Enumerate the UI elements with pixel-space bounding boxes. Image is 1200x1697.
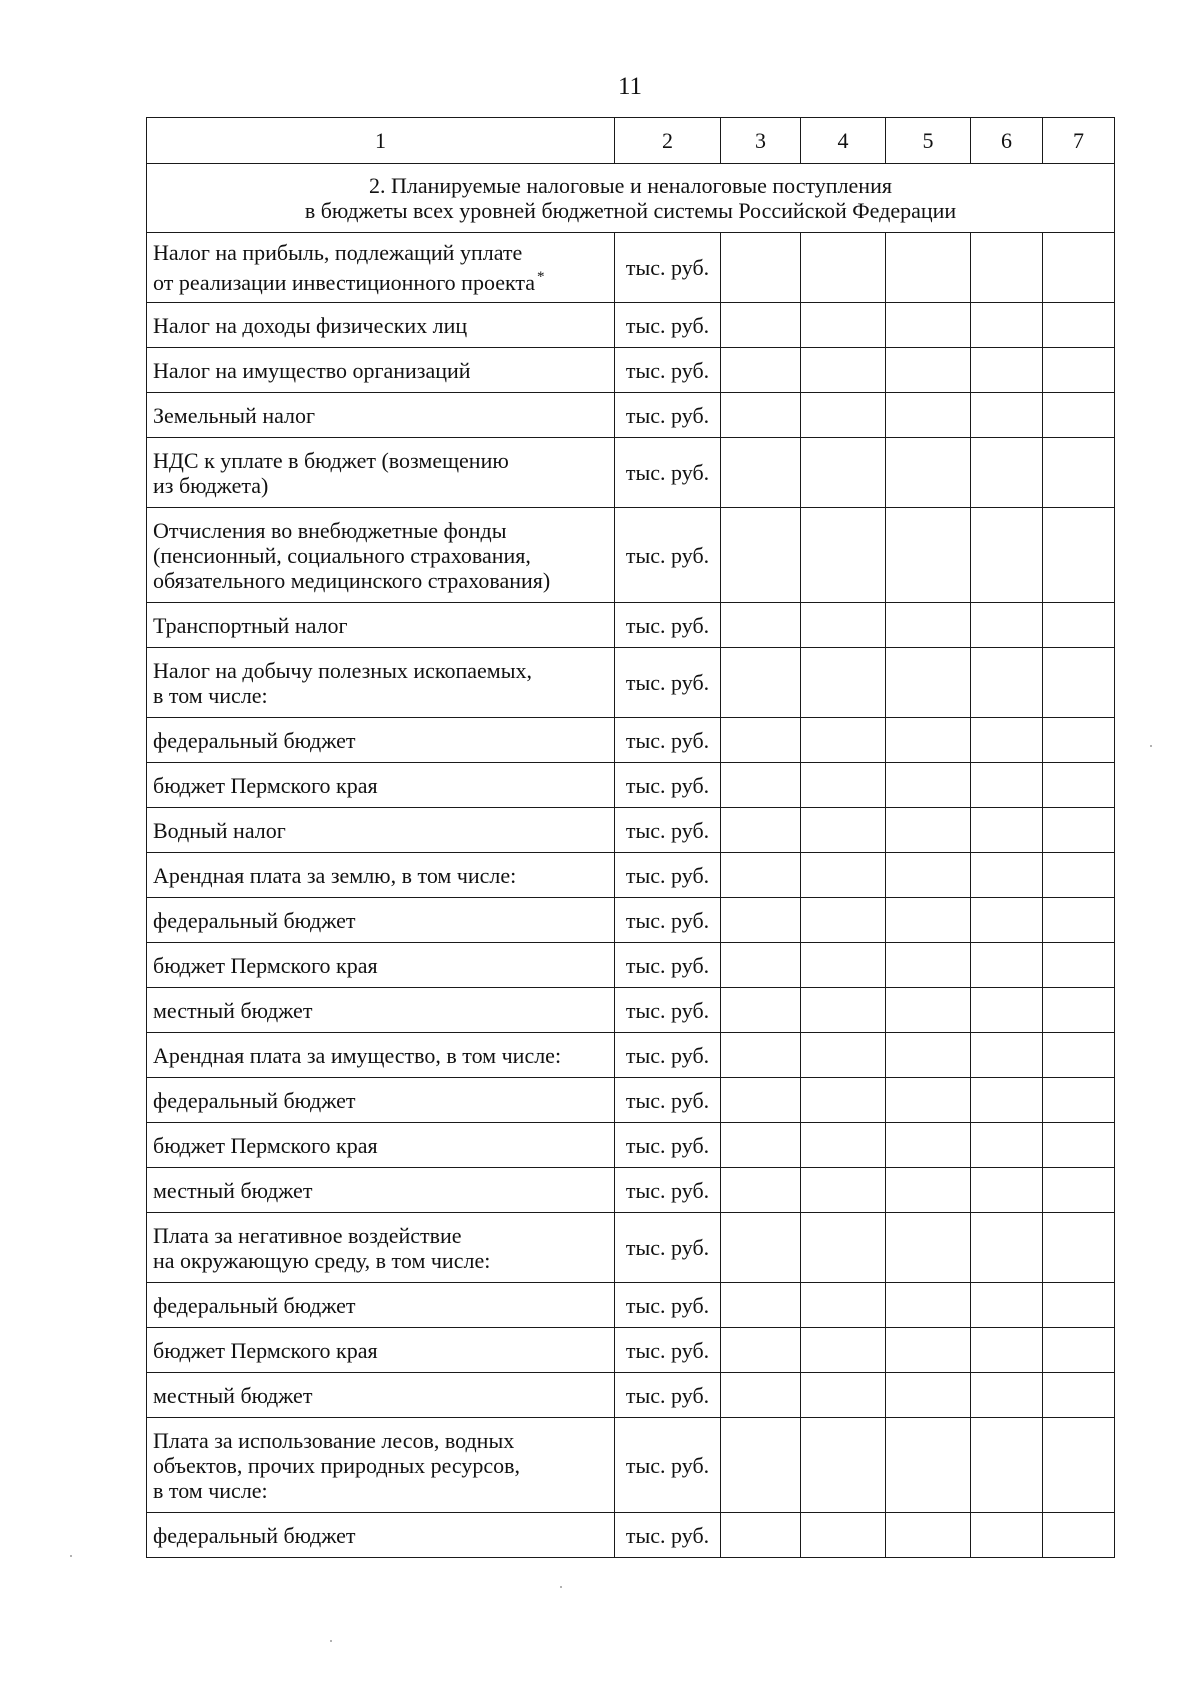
value-cell-col-6 — [971, 1033, 1043, 1078]
scan-speck — [560, 1586, 562, 1588]
table-row — [147, 1123, 1115, 1168]
unit-cell: тыс. руб. — [615, 508, 721, 603]
unit-cell: тыс. руб. — [615, 1513, 721, 1558]
value-cell-col-7 — [1043, 988, 1115, 1033]
unit-cell: тыс. руб. — [615, 1123, 721, 1168]
value-cell-col-4 — [801, 853, 886, 898]
value-cell-col-7 — [1043, 763, 1115, 808]
value-cell-col-5 — [886, 1123, 971, 1168]
column-header-3: 3 — [721, 118, 801, 164]
table-row — [147, 438, 1115, 508]
value-cell-col-3 — [721, 718, 801, 763]
value-cell-col-3 — [721, 1328, 801, 1373]
value-cell-col-3 — [721, 1373, 801, 1418]
table-row — [147, 898, 1115, 943]
unit-cell: тыс. руб. — [615, 233, 721, 303]
unit-cell: тыс. руб. — [615, 808, 721, 853]
value-cell-col-6 — [971, 603, 1043, 648]
row-label-cell — [147, 1123, 615, 1168]
column-number-header — [147, 118, 1115, 164]
row-label: НДС к уплате в бюджет (возмещению из бюджета) — [153, 447, 509, 498]
value-cell-col-3 — [721, 438, 801, 508]
unit-cell: тыс. руб. — [615, 763, 721, 808]
row-label: федеральный бюджет — [153, 1087, 356, 1113]
value-cell-col-5 — [886, 898, 971, 943]
column-header-6: 6 — [971, 118, 1043, 164]
table-row — [147, 648, 1115, 718]
value-cell-col-5 — [886, 1373, 971, 1418]
unit-cell: тыс. руб. — [615, 1168, 721, 1213]
value-cell-col-7 — [1043, 1373, 1115, 1418]
value-cell-col-3 — [721, 1078, 801, 1123]
column-header-7: 7 — [1043, 118, 1115, 164]
value-cell-col-5 — [886, 1033, 971, 1078]
row-label-cell — [147, 1283, 615, 1328]
value-cell-col-6 — [971, 1328, 1043, 1373]
row-label-cell — [147, 853, 615, 898]
value-cell-col-5 — [886, 648, 971, 718]
value-cell-col-6 — [971, 898, 1043, 943]
value-cell-col-7 — [1043, 898, 1115, 943]
value-cell-col-5 — [886, 393, 971, 438]
value-cell-col-7 — [1043, 1213, 1115, 1283]
value-cell-col-5 — [886, 853, 971, 898]
unit-cell: тыс. руб. — [615, 1033, 721, 1078]
row-label: Плата за использование лесов, водных объектов, прочих природных ресурсов, в том числе: — [153, 1427, 521, 1503]
table-row — [147, 1168, 1115, 1213]
row-label: Налог на прибыль, подлежащий уплате от реализации инвестиционного проекта — [153, 240, 536, 295]
unit-cell: тыс. руб. — [615, 648, 721, 718]
value-cell-col-3 — [721, 763, 801, 808]
value-cell-col-5 — [886, 348, 971, 393]
value-cell-col-5 — [886, 718, 971, 763]
value-cell-col-3 — [721, 603, 801, 648]
row-label-cell — [147, 438, 615, 508]
value-cell-col-7 — [1043, 1168, 1115, 1213]
value-cell-col-3 — [721, 1283, 801, 1328]
value-cell-col-5 — [886, 1168, 971, 1213]
unit-cell: тыс. руб. — [615, 603, 721, 648]
table-row — [147, 763, 1115, 808]
unit-cell: тыс. руб. — [615, 988, 721, 1033]
value-cell-col-3 — [721, 303, 801, 348]
value-cell-col-5 — [886, 303, 971, 348]
row-label-cell — [147, 508, 615, 603]
value-cell-col-5 — [886, 808, 971, 853]
unit-cell: тыс. руб. — [615, 393, 721, 438]
row-label-cell — [147, 233, 615, 303]
row-label: Транспортный налог — [153, 612, 348, 638]
value-cell-col-5 — [886, 763, 971, 808]
row-label: бюджет Пермского края — [153, 1337, 378, 1363]
value-cell-col-6 — [971, 718, 1043, 763]
value-cell-col-3 — [721, 943, 801, 988]
value-cell-col-6 — [971, 943, 1043, 988]
value-cell-col-7 — [1043, 718, 1115, 763]
value-cell-col-4 — [801, 1373, 886, 1418]
table-row — [147, 1213, 1115, 1283]
page-number: 11 — [617, 73, 643, 100]
table-row — [147, 603, 1115, 648]
value-cell-col-6 — [971, 1418, 1043, 1513]
unit-cell: тыс. руб. — [615, 303, 721, 348]
row-label-cell — [147, 303, 615, 348]
table-row — [147, 1513, 1115, 1558]
row-label-cell — [147, 1213, 615, 1283]
row-label-cell — [147, 1078, 615, 1123]
value-cell-col-3 — [721, 988, 801, 1033]
row-label: Налог на добычу полезных ископаемых, в том числе: — [153, 657, 532, 708]
value-cell-col-4 — [801, 303, 886, 348]
value-cell-col-5 — [886, 1078, 971, 1123]
row-label-cell — [147, 808, 615, 853]
value-cell-col-4 — [801, 648, 886, 718]
value-cell-col-7 — [1043, 508, 1115, 603]
unit-cell: тыс. руб. — [615, 718, 721, 763]
row-label: бюджет Пермского края — [153, 952, 378, 978]
row-label-cell — [147, 1513, 615, 1558]
value-cell-col-4 — [801, 1328, 886, 1373]
value-cell-col-7 — [1043, 303, 1115, 348]
value-cell-col-3 — [721, 348, 801, 393]
row-label: бюджет Пермского края — [153, 1132, 378, 1158]
value-cell-col-6 — [971, 1283, 1043, 1328]
row-label-cell — [147, 648, 615, 718]
unit-cell: тыс. руб. — [615, 898, 721, 943]
value-cell-col-7 — [1043, 1513, 1115, 1558]
table-row — [147, 393, 1115, 438]
value-cell-col-7 — [1043, 233, 1115, 303]
value-cell-col-6 — [971, 233, 1043, 303]
value-cell-col-4 — [801, 988, 886, 1033]
row-label: Плата за негативное воздействие на окружающую среду, в том числе: — [153, 1222, 491, 1273]
value-cell-col-4 — [801, 1033, 886, 1078]
value-cell-col-6 — [971, 508, 1043, 603]
row-label: федеральный бюджет — [153, 1522, 356, 1548]
value-cell-col-3 — [721, 1213, 801, 1283]
table-row — [147, 718, 1115, 763]
value-cell-col-5 — [886, 1213, 971, 1283]
value-cell-col-7 — [1043, 1078, 1115, 1123]
section-header-row — [147, 164, 1115, 233]
section-header-cell — [147, 164, 1115, 233]
value-cell-col-5 — [886, 1283, 971, 1328]
table-row — [147, 1373, 1115, 1418]
row-label-cell — [147, 763, 615, 808]
value-cell-col-6 — [971, 393, 1043, 438]
value-cell-col-5 — [886, 943, 971, 988]
table-row — [147, 808, 1115, 853]
column-header-2: 2 — [615, 118, 721, 164]
row-label: федеральный бюджет — [153, 1292, 356, 1318]
value-cell-col-4 — [801, 348, 886, 393]
unit-cell: тыс. руб. — [615, 438, 721, 508]
value-cell-col-6 — [971, 988, 1043, 1033]
value-cell-col-4 — [801, 508, 886, 603]
value-cell-col-4 — [801, 603, 886, 648]
value-cell-col-3 — [721, 1033, 801, 1078]
scan-speck — [70, 1555, 72, 1557]
column-header-4: 4 — [801, 118, 886, 164]
table-row — [147, 988, 1115, 1033]
value-cell-col-3 — [721, 1123, 801, 1168]
row-label: местный бюджет — [153, 997, 313, 1023]
value-cell-col-6 — [971, 648, 1043, 718]
unit-cell: тыс. руб. — [615, 1328, 721, 1373]
table-row — [147, 233, 1115, 303]
value-cell-col-4 — [801, 943, 886, 988]
row-label-cell — [147, 1418, 615, 1513]
row-label-cell — [147, 1033, 615, 1078]
table-row — [147, 1418, 1115, 1513]
table-row — [147, 348, 1115, 393]
value-cell-col-7 — [1043, 853, 1115, 898]
unit-cell: тыс. руб. — [615, 1078, 721, 1123]
value-cell-col-6 — [971, 763, 1043, 808]
row-label-cell — [147, 603, 615, 648]
value-cell-col-7 — [1043, 943, 1115, 988]
value-cell-col-7 — [1043, 1328, 1115, 1373]
row-label: Земельный налог — [153, 402, 316, 428]
value-cell-col-4 — [801, 1123, 886, 1168]
row-label-cell — [147, 1373, 615, 1418]
row-label: бюджет Пермского края — [153, 772, 378, 798]
value-cell-col-3 — [721, 393, 801, 438]
table-row — [147, 1328, 1115, 1373]
revenue-table — [146, 117, 1115, 1558]
value-cell-col-7 — [1043, 393, 1115, 438]
value-cell-col-3 — [721, 808, 801, 853]
value-cell-col-4 — [801, 1283, 886, 1328]
row-label: местный бюджет — [153, 1177, 313, 1203]
value-cell-col-6 — [971, 348, 1043, 393]
value-cell-col-7 — [1043, 1123, 1115, 1168]
section-title: 2. Планируемые налоговые и неналоговые поступления в бюджеты всех уровней бюджетной системы Российской Федерации — [304, 173, 957, 223]
value-cell-col-4 — [801, 438, 886, 508]
value-cell-col-5 — [886, 438, 971, 508]
table-row — [147, 508, 1115, 603]
row-label: федеральный бюджет — [153, 907, 356, 933]
value-cell-col-7 — [1043, 1283, 1115, 1328]
value-cell-col-6 — [971, 1168, 1043, 1213]
value-cell-col-3 — [721, 233, 801, 303]
value-cell-col-6 — [971, 1513, 1043, 1558]
table-body — [147, 164, 1115, 1558]
value-cell-col-3 — [721, 1513, 801, 1558]
value-cell-col-4 — [801, 763, 886, 808]
value-cell-col-6 — [971, 1213, 1043, 1283]
table-row — [147, 853, 1115, 898]
value-cell-col-5 — [886, 1328, 971, 1373]
row-label: федеральный бюджет — [153, 727, 356, 753]
value-cell-col-5 — [886, 233, 971, 303]
value-cell-col-7 — [1043, 348, 1115, 393]
row-label-cell — [147, 1328, 615, 1373]
table-row — [147, 1283, 1115, 1328]
value-cell-col-7 — [1043, 1033, 1115, 1078]
unit-cell: тыс. руб. — [615, 1373, 721, 1418]
value-cell-col-4 — [801, 1213, 886, 1283]
row-label-cell — [147, 393, 615, 438]
value-cell-col-4 — [801, 1418, 886, 1513]
row-label: местный бюджет — [153, 1382, 313, 1408]
table-row — [147, 943, 1115, 988]
unit-cell: тыс. руб. — [615, 1283, 721, 1328]
table-row — [147, 303, 1115, 348]
value-cell-col-3 — [721, 898, 801, 943]
footnote-marker: * — [537, 269, 545, 285]
value-cell-col-4 — [801, 1168, 886, 1213]
column-header-5: 5 — [886, 118, 971, 164]
value-cell-col-4 — [801, 808, 886, 853]
value-cell-col-5 — [886, 1513, 971, 1558]
table-row — [147, 1078, 1115, 1123]
column-header-1: 1 — [147, 118, 615, 164]
value-cell-col-4 — [801, 393, 886, 438]
value-cell-col-5 — [886, 508, 971, 603]
row-label: Арендная плата за имущество, в том числе: — [153, 1042, 562, 1068]
row-label-cell — [147, 718, 615, 763]
scan-speck — [330, 1640, 332, 1642]
row-label: Отчисления во внебюджетные фонды (пенсионный, социального страхования, обязательного медицинского страхования) — [153, 517, 551, 593]
row-label: Водный налог — [153, 817, 286, 843]
value-cell-col-6 — [971, 1078, 1043, 1123]
row-label-cell — [147, 1168, 615, 1213]
value-cell-col-4 — [801, 898, 886, 943]
value-cell-col-4 — [801, 1078, 886, 1123]
unit-cell: тыс. руб. — [615, 853, 721, 898]
row-label-cell — [147, 898, 615, 943]
value-cell-col-5 — [886, 988, 971, 1033]
value-cell-col-6 — [971, 1123, 1043, 1168]
value-cell-col-6 — [971, 853, 1043, 898]
value-cell-col-7 — [1043, 603, 1115, 648]
value-cell-col-6 — [971, 303, 1043, 348]
value-cell-col-7 — [1043, 648, 1115, 718]
value-cell-col-7 — [1043, 808, 1115, 853]
value-cell-col-3 — [721, 648, 801, 718]
value-cell-col-5 — [886, 603, 971, 648]
unit-cell: тыс. руб. — [615, 348, 721, 393]
value-cell-col-5 — [886, 1418, 971, 1513]
value-cell-col-6 — [971, 438, 1043, 508]
value-cell-col-4 — [801, 718, 886, 763]
unit-cell: тыс. руб. — [615, 1418, 721, 1513]
value-cell-col-3 — [721, 1168, 801, 1213]
header-row — [147, 118, 1115, 164]
row-label-cell — [147, 943, 615, 988]
row-label: Арендная плата за землю, в том числе: — [153, 862, 517, 888]
row-label: Налог на доходы физических лиц — [153, 312, 468, 338]
row-label-cell — [147, 988, 615, 1033]
row-label: Налог на имущество организаций — [153, 357, 471, 383]
value-cell-col-3 — [721, 508, 801, 603]
value-cell-col-6 — [971, 1373, 1043, 1418]
value-cell-col-6 — [971, 808, 1043, 853]
value-cell-col-7 — [1043, 438, 1115, 508]
value-cell-col-3 — [721, 853, 801, 898]
scan-speck — [1150, 745, 1152, 747]
row-label-cell — [147, 348, 615, 393]
value-cell-col-4 — [801, 1513, 886, 1558]
table-row — [147, 1033, 1115, 1078]
value-cell-col-7 — [1043, 1418, 1115, 1513]
unit-cell: тыс. руб. — [615, 943, 721, 988]
value-cell-col-3 — [721, 1418, 801, 1513]
unit-cell: тыс. руб. — [615, 1213, 721, 1283]
value-cell-col-4 — [801, 233, 886, 303]
